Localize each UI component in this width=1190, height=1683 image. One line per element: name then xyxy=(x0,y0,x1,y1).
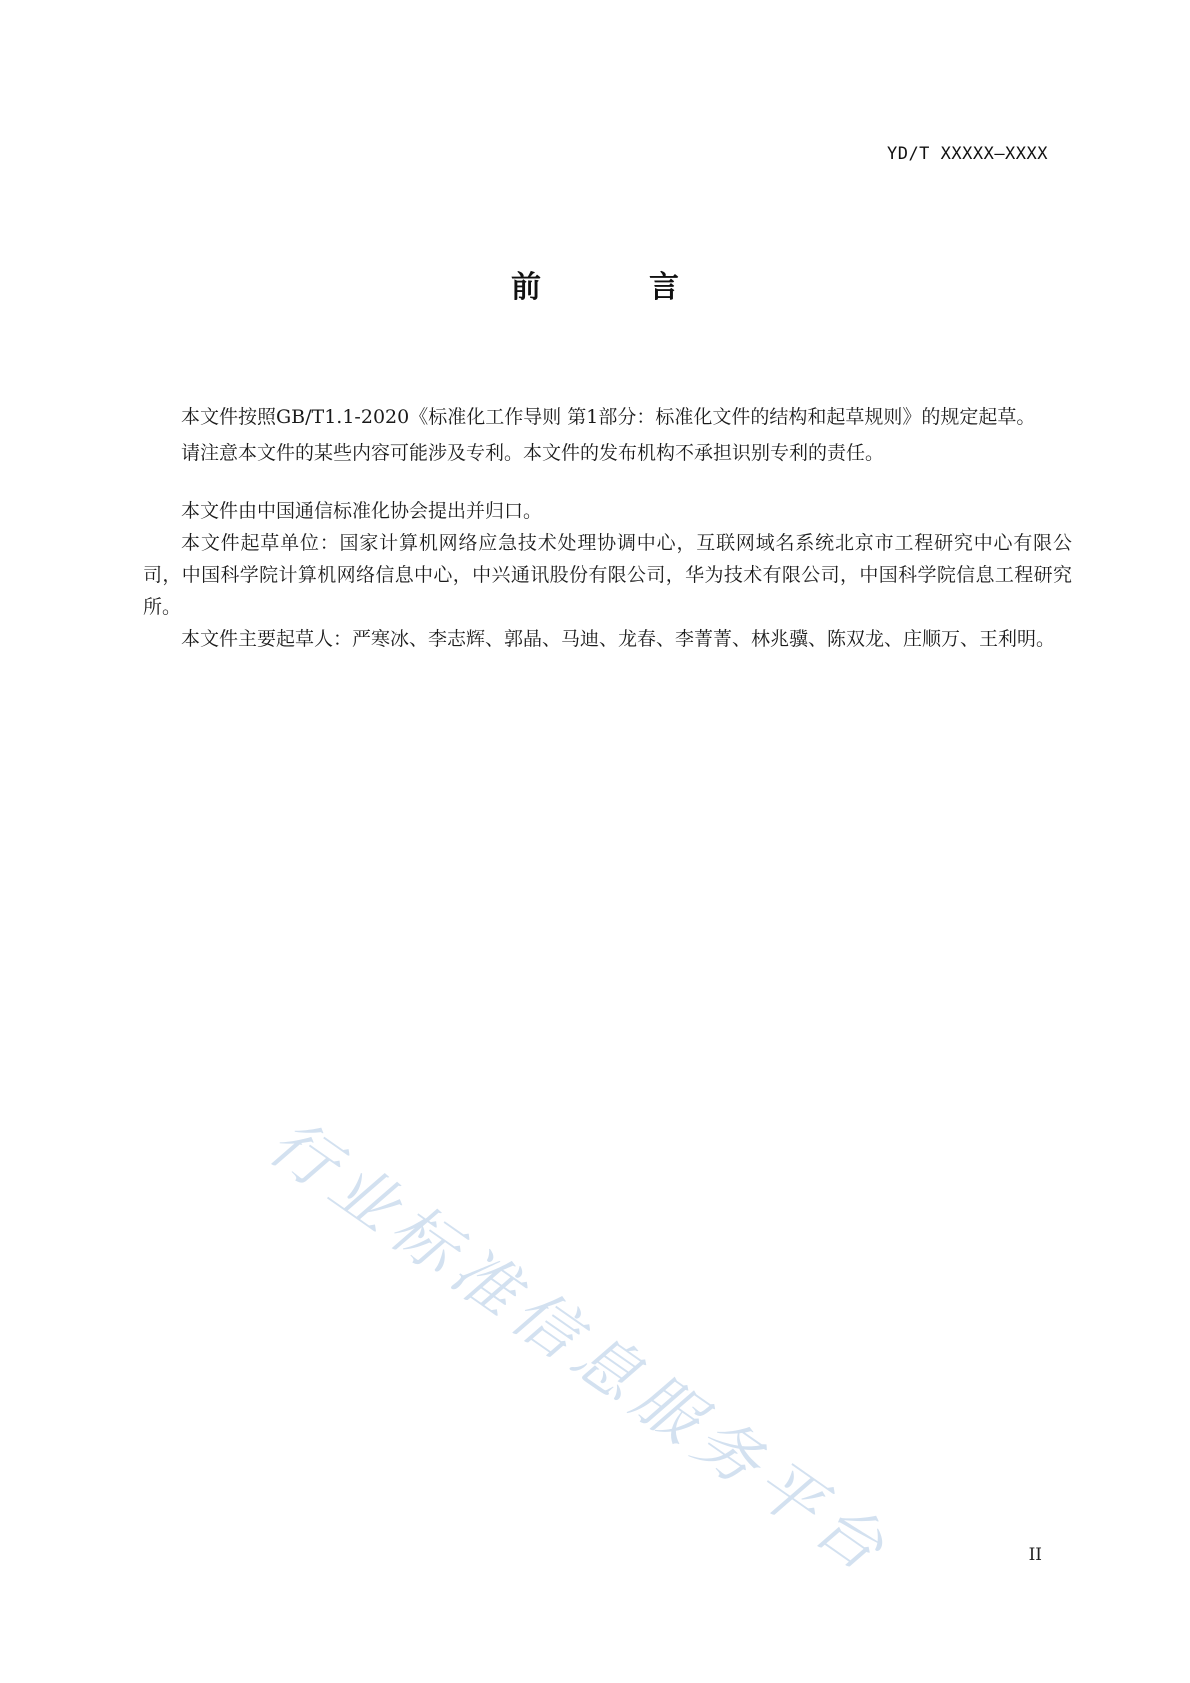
paragraph-patent-notice: 请注意本文件的某些内容可能涉及专利。本文件的发布机构不承担识别专利的责任。 xyxy=(181,442,885,464)
title-char-1: 前 xyxy=(511,270,541,305)
paragraph-drafters: 本文件主要起草人：严寒冰、李志辉、郭晶、马迪、龙春、李菁菁、林兆骥、陈双龙、庄顺万、王利明。 xyxy=(181,628,1056,650)
paragraph-proposer: 本文件由中国通信标准化协会提出并归口。 xyxy=(181,500,543,522)
paragraph-drafting-rules: 本文件按照GB/T1.1-2020《标准化工作导则 第1部分：标准化文件的结构和起草规则》的规定起草。 xyxy=(181,406,1036,428)
watermark: 行业标准信息服务平台 xyxy=(255,1105,904,1591)
document-code: YD/T XXXXX—XXXX xyxy=(886,144,1048,164)
paragraph-drafting-units: 本文件起草单位：国家计算机网络应急技术处理协调中心，互联网域名系统北京市工程研究中心有限公司，中国科学院计算机网络信息中心，中兴通讯股份有限公司，华为技术有限公司，中国科学院信息工程研究所。 xyxy=(143,532,1072,618)
title-char-2: 言 xyxy=(649,270,679,305)
page-number: II xyxy=(1028,1545,1042,1565)
foreword-body xyxy=(143,401,1072,655)
page-title xyxy=(0,262,1190,306)
